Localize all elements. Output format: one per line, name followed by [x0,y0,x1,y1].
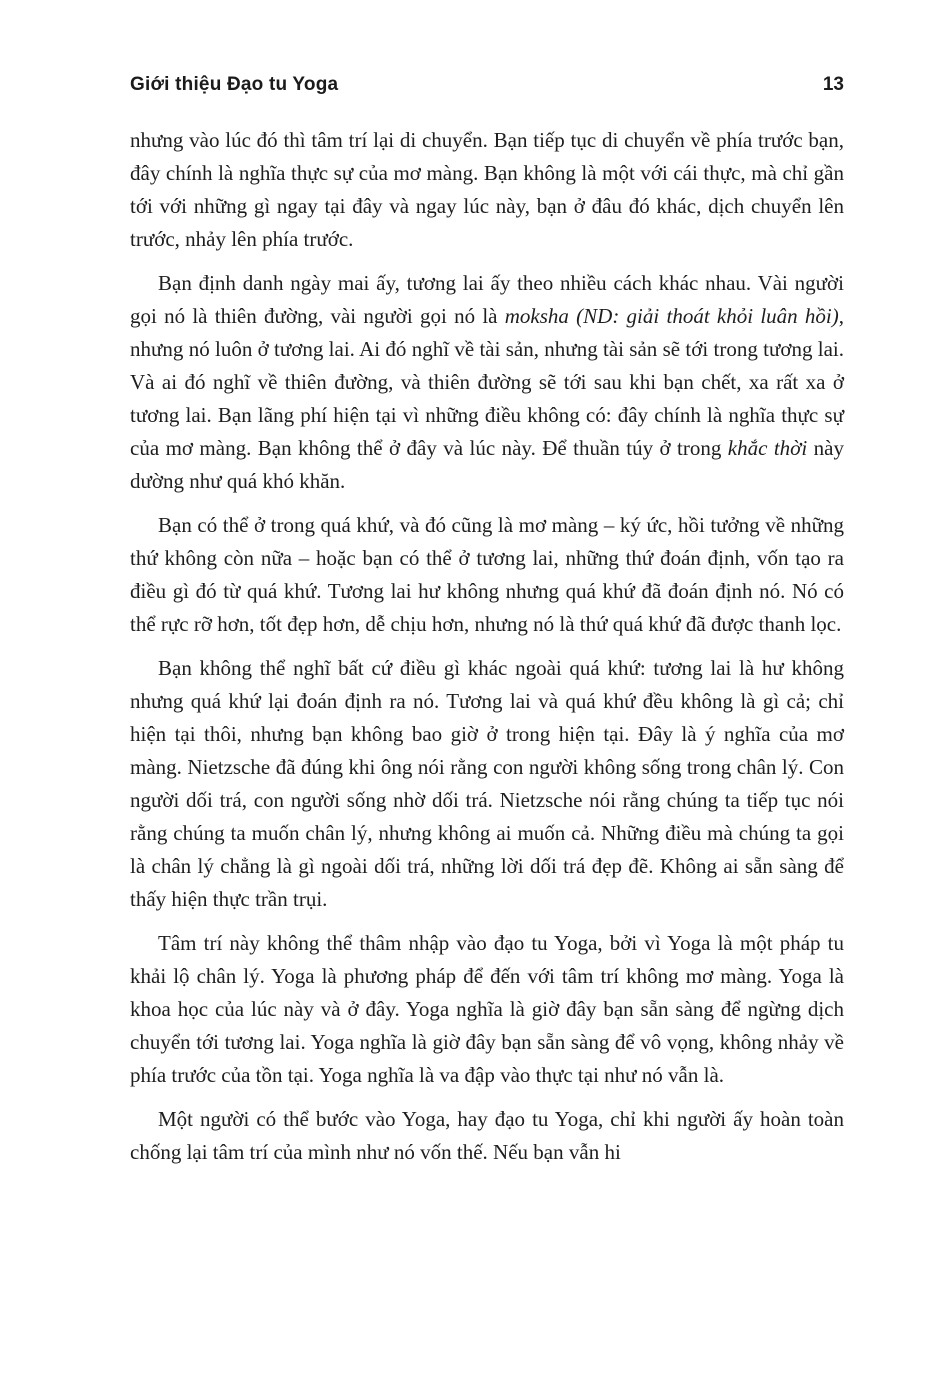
paragraph [130,124,844,256]
paragraph [130,267,844,498]
paragraph [130,652,844,916]
page-body [130,124,844,1169]
paragraph [130,1103,844,1169]
italic-text: khắc thời [727,436,808,460]
body-text: , nhưng nó luôn ở tương lai. Ai đó nghĩ về tài sản, nhưng tài sản sẽ tới trong tương lai. Và ai đó nghĩ về thiên đường, và thiên đường sẽ tới sau khi bạn chết, xa rất xa ở tương lai. Bạn lãng phí hiện tại vì những điều không có: đây chính là nghĩa thực sự của mơ màng. Bạn không thể ở đây và lúc này. Để thuần túy ở trong [130,304,844,460]
page-number: 13 [822,74,844,95]
body-text: này dường như quá khó khăn. [130,436,844,493]
body-text: Một người có thể bước vào Yoga, hay đạo tu Yoga, chỉ khi người ấy hoàn toàn chống lại tâm trí của mình như nó vốn thế. Nếu bạn vẫn hi [130,1107,844,1164]
body-text: nhưng vào lúc đó thì tâm trí lại di chuyển. Bạn tiếp tục di chuyển về phía trước bạn, đây chính là nghĩa thực sự của mơ màng. Bạn không là một với cái thực, mà chỉ gần tới với những gì ngay tại đây và ngay lúc này, bạn ở đâu đó khác, dịch chuyển lên trước, nhảy lên phía trước. [130,128,844,251]
page-header [130,74,844,96]
paragraph [130,509,844,641]
body-text: Bạn định danh ngày mai ấy, tương lai ấy theo nhiều cách khác nhau. Vài người gọi nó là thiên đường, vài người gọi nó là [130,271,844,328]
italic-text: moksha (ND: giải thoát khỏi luân hồi) [504,304,839,328]
body-text: Bạn không thể nghĩ bất cứ điều gì khác ngoài quá khứ: tương lai là hư không nhưng quá khứ lại đoán định ra nó. Tương lai và quá khứ đều không là gì cả; chỉ hiện tại thôi, nhưng bạn không bao giờ ở trong hiện tại. Đây là ý nghĩa của mơ màng. Nietzsche đã đúng khi ông nói rằng con người không sống trong chân lý. Con người dối trá, con người sống nhờ dối trá. Nietzsche nói rằng chúng ta tiếp tục nói rằng chúng ta muốn chân lý, nhưng không ai muốn cả. Những điều mà chúng ta gọi là chân lý chẳng là gì ngoài dối trá, những lời dối trá đẹp đẽ. Không ai sẵn sàng để thấy hiện thực trần trụi. [130,656,844,911]
body-text: Tâm trí này không thể thâm nhập vào đạo tu Yoga, bởi vì Yoga là một pháp tu khải lộ chân lý. Yoga là phương pháp để đến với tâm trí không mơ màng. Yoga là khoa học của lúc này và ở đây. Yoga nghĩa là giờ đây bạn sẵn sàng để ngừng dịch chuyển tới tương lai. Yoga nghĩa là giờ đây bạn sẵn sàng để vô vọng, không nhảy về phía trước của tồn tại. Yoga nghĩa là va đập vào thực tại như nó vẫn là. [130,931,844,1087]
body-text: Bạn có thể ở trong quá khứ, và đó cũng là mơ màng – ký ức, hồi tưởng về những thứ không còn nữa – hoặc bạn có thể ở tương lai, những thứ đoán định, vốn tạo ra điều gì đó từ quá khứ. Tương lai hư không nhưng quá khứ đã đoán định nó. Nó có thể rực rỡ hơn, tốt đẹp hơn, dễ chịu hơn, nhưng nó là thứ quá khứ đã được thanh lọc. [130,513,844,636]
running-title: Giới thiệu Đạo tu Yoga [130,74,339,95]
paragraph [130,927,844,1092]
